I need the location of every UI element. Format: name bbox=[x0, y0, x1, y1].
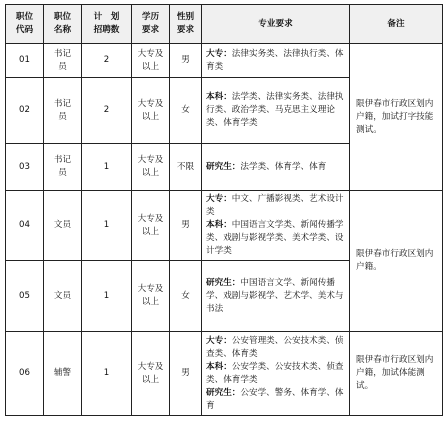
cell-education: 大专及 以上 bbox=[132, 144, 170, 191]
cell-note: 限伊春市行政区划内户籍，加试体能测试。 bbox=[350, 332, 443, 416]
major-level: 大专： bbox=[206, 194, 232, 204]
cell-education: 大专及 以上 bbox=[132, 44, 170, 78]
major-text: 法律实务类、法律执行类、体育类 bbox=[206, 48, 344, 72]
major-level: 研究生： bbox=[206, 387, 241, 398]
major-level: 大专： bbox=[206, 48, 232, 59]
cell-count: 2 bbox=[82, 44, 132, 78]
table-row bbox=[6, 191, 443, 261]
cell-name: 书记 员 bbox=[44, 144, 82, 191]
cell-education: 大专及 以上 bbox=[132, 191, 170, 261]
cell-major bbox=[202, 144, 350, 191]
header-education: 学历 要求 bbox=[132, 5, 170, 44]
cell-major bbox=[202, 191, 350, 261]
cell-name: 文员 bbox=[44, 191, 82, 261]
cell-education: 大专及 以上 bbox=[132, 332, 170, 416]
major-text: 公安学类、公安技术类、侦查类、体育学类 bbox=[206, 361, 344, 385]
cell-count: 1 bbox=[82, 144, 132, 191]
header-major: 专业要求 bbox=[202, 5, 350, 44]
table-row bbox=[6, 44, 443, 78]
header-code: 职位 代码 bbox=[6, 5, 44, 44]
major-text: 法学类、法律实务类、法律执行类、政治学类、马克思主义理论类、体育学类 bbox=[206, 92, 344, 128]
cell-code: 03 bbox=[6, 144, 44, 191]
header-name: 职位 名称 bbox=[44, 5, 82, 44]
cell-code: 06 bbox=[6, 332, 44, 416]
cell-major bbox=[202, 78, 350, 144]
cell-code: 01 bbox=[6, 44, 44, 78]
recruitment-table-container bbox=[5, 4, 442, 416]
header-row bbox=[6, 5, 443, 44]
major-level: 本科： bbox=[206, 220, 232, 230]
cell-note: 限伊春市行政区划内户籍，加试打字技能测试。 bbox=[350, 44, 443, 191]
cell-education: 大专及 以上 bbox=[132, 261, 170, 332]
major-level: 本科： bbox=[206, 92, 232, 102]
cell-count: 1 bbox=[82, 261, 132, 332]
cell-gender: 不限 bbox=[170, 144, 202, 191]
cell-gender: 男 bbox=[170, 191, 202, 261]
cell-major bbox=[202, 44, 350, 78]
cell-name: 书记 员 bbox=[44, 44, 82, 78]
major-text: 中文、广播影视类、艺术设计类 bbox=[206, 194, 344, 217]
cell-count: 2 bbox=[82, 78, 132, 144]
major-text: 中国语言文学、新闻传播学、戏剧与影视学、艺术学、美术与书法 bbox=[206, 277, 344, 314]
cell-count: 1 bbox=[82, 191, 132, 261]
cell-gender: 女 bbox=[170, 78, 202, 144]
major-text: 公安学、警务、体育学、体育 bbox=[206, 387, 344, 411]
cell-code: 02 bbox=[6, 78, 44, 144]
cell-name: 书记 员 bbox=[44, 78, 82, 144]
header-note: 备注 bbox=[350, 5, 443, 44]
major-level: 大专： bbox=[206, 335, 232, 346]
cell-gender: 男 bbox=[170, 44, 202, 78]
cell-note: 限伊春市行政区划内户籍。 bbox=[350, 191, 443, 332]
header-count: 计 划 招聘数 bbox=[82, 5, 132, 44]
table-row bbox=[6, 332, 443, 416]
cell-major bbox=[202, 261, 350, 332]
recruitment-table bbox=[5, 4, 443, 416]
header-gender: 性别 要求 bbox=[170, 5, 202, 44]
cell-education: 大专及 以上 bbox=[132, 78, 170, 144]
major-text: 公安管理类、公安技术类、侦查类、体育类 bbox=[206, 335, 344, 359]
cell-gender: 女 bbox=[170, 261, 202, 332]
cell-count: 1 bbox=[82, 332, 132, 416]
major-level: 本科： bbox=[206, 361, 232, 372]
cell-major bbox=[202, 332, 350, 416]
major-level: 研究生： bbox=[206, 161, 241, 172]
major-text: 法学类、体育学、体育 bbox=[240, 161, 327, 172]
cell-name: 文员 bbox=[44, 261, 82, 332]
cell-code: 05 bbox=[6, 261, 44, 332]
cell-code: 04 bbox=[6, 191, 44, 261]
cell-name: 辅警 bbox=[44, 332, 82, 416]
cell-gender: 男 bbox=[170, 332, 202, 416]
major-level: 研究生： bbox=[206, 277, 241, 288]
major-text: 中国语言文学类、新闻传播学类、戏剧与影视学类、美术学类、设计学类 bbox=[206, 220, 344, 256]
